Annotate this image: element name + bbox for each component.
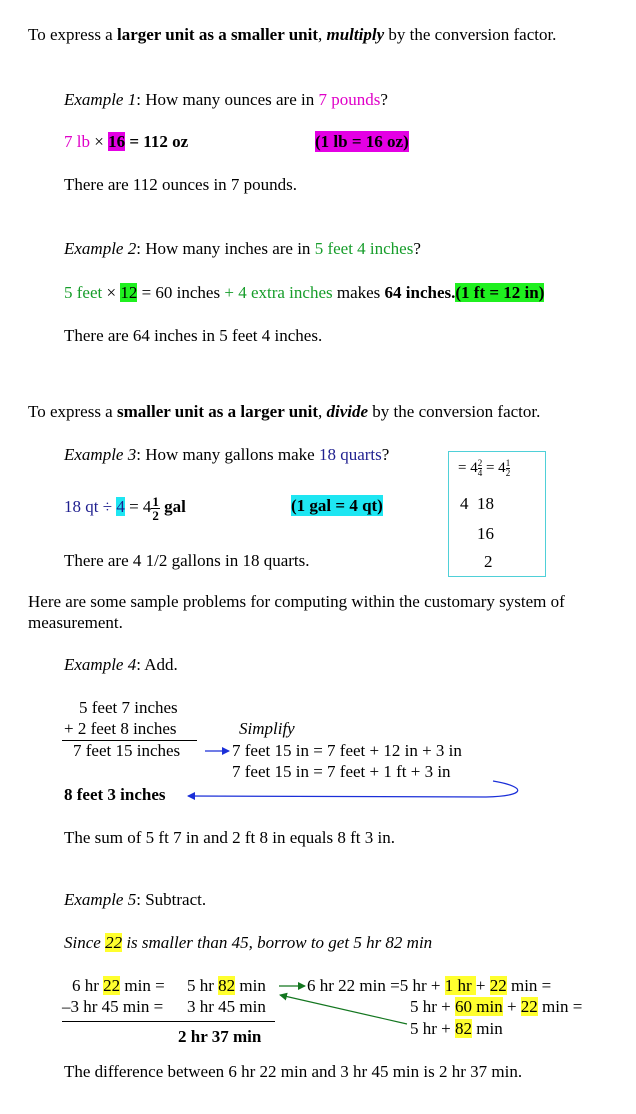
example-5-question: Example 5: Subtract. bbox=[64, 890, 207, 909]
simplify-step-1: 7 feet 15 in = 7 feet + 12 in + 3 in bbox=[232, 741, 462, 760]
borrow-note: Since 22 is smaller than 45, borrow to get 5 hr 82 min bbox=[64, 933, 433, 952]
borrow-step-2: 5 hr + 60 min + 22 min = bbox=[410, 997, 583, 1016]
intro-multiply: To express a larger unit as a smaller unit, multiply by the conversion factor. bbox=[28, 25, 557, 44]
example-1-work: 7 lb × 16 = 112 oz bbox=[64, 132, 189, 151]
subtract-row-2: –3 hr 45 min = bbox=[62, 997, 164, 1016]
long-division-remainder: 2 bbox=[484, 552, 493, 571]
subtract-row-1: 6 hr 22 min = bbox=[72, 976, 165, 995]
subtract-row-1-borrowed: 5 hr 82 min bbox=[187, 976, 266, 995]
add-row-sum: 7 feet 15 inches bbox=[73, 741, 181, 760]
example-3-work: 18 qt ÷ 4 = 4 $\frac{1}{2}$ gal bbox=[64, 493, 186, 523]
example-2-work: 5 feet × 12 = 60 inches + 4 extra inches makes 64 inches.(1 ft = 12 in) bbox=[64, 283, 545, 302]
long-division-product: 16 bbox=[477, 524, 494, 543]
example-2-answer: There are 64 inches in 5 feet 4 inches. bbox=[64, 326, 323, 345]
long-division-divisor: 4 bbox=[460, 494, 469, 513]
arrow-borrow-back bbox=[280, 995, 407, 1024]
intro-sample-problems: Here are some sample problems for computing within the customary system of measurement. bbox=[28, 592, 565, 632]
example-5-answer: The difference between 6 hr 22 min and 3 hr 45 min is 2 hr 37 min. bbox=[64, 1062, 523, 1081]
one-half-fraction: $\frac{1}{2}$ bbox=[152, 493, 159, 523]
subtract-row-2-right: 3 hr 45 min bbox=[187, 997, 266, 1016]
long-division-result: = 4 $\frac{2}{4}$ = 4 $\frac{1}{2}$ bbox=[458, 458, 511, 479]
example-1-factor: (1 lb = 16 oz) bbox=[315, 132, 409, 151]
example-3-factor: (1 gal = 4 qt) bbox=[291, 496, 383, 515]
example-2-question: Example 2: How many inches are in 5 feet 4 inches? bbox=[64, 239, 421, 258]
intro-divide: To express a smaller unit as a larger unit, divide by the conversion factor. bbox=[28, 402, 541, 421]
example-1-question: Example 1: How many ounces are in 7 pounds? bbox=[64, 90, 388, 109]
add-row-1: 5 feet 7 inches bbox=[79, 698, 178, 717]
arrow-to-result bbox=[188, 781, 518, 797]
example-3-question: Example 3: How many gallons make 18 quarts? bbox=[64, 445, 390, 464]
borrow-step-3: 5 hr + 82 min bbox=[410, 1019, 503, 1038]
example-4-answer: The sum of 5 ft 7 in and 2 ft 8 in equals 8 ft 3 in. bbox=[64, 828, 395, 847]
example-4-question: Example 4: Add. bbox=[64, 655, 178, 674]
simplify-label: Simplify bbox=[239, 719, 295, 738]
add-result: 8 feet 3 inches bbox=[64, 785, 166, 804]
subtract-result: 2 hr 37 min bbox=[178, 1027, 262, 1046]
add-row-2: + 2 feet 8 inches bbox=[64, 719, 177, 738]
example-2-factor: (1 ft = 12 in) bbox=[455, 283, 545, 302]
example-1-answer: There are 112 ounces in 7 pounds. bbox=[64, 175, 298, 194]
borrow-step-1: 6 hr 22 min =5 hr + 1 hr + 22 min = bbox=[307, 976, 552, 995]
example-3-answer: There are 4 1/2 gallons in 18 quarts. bbox=[64, 551, 310, 570]
simplify-step-2: 7 feet 15 in = 7 feet + 1 ft + 3 in bbox=[232, 762, 451, 781]
long-division-dividend: 18 bbox=[477, 494, 494, 513]
